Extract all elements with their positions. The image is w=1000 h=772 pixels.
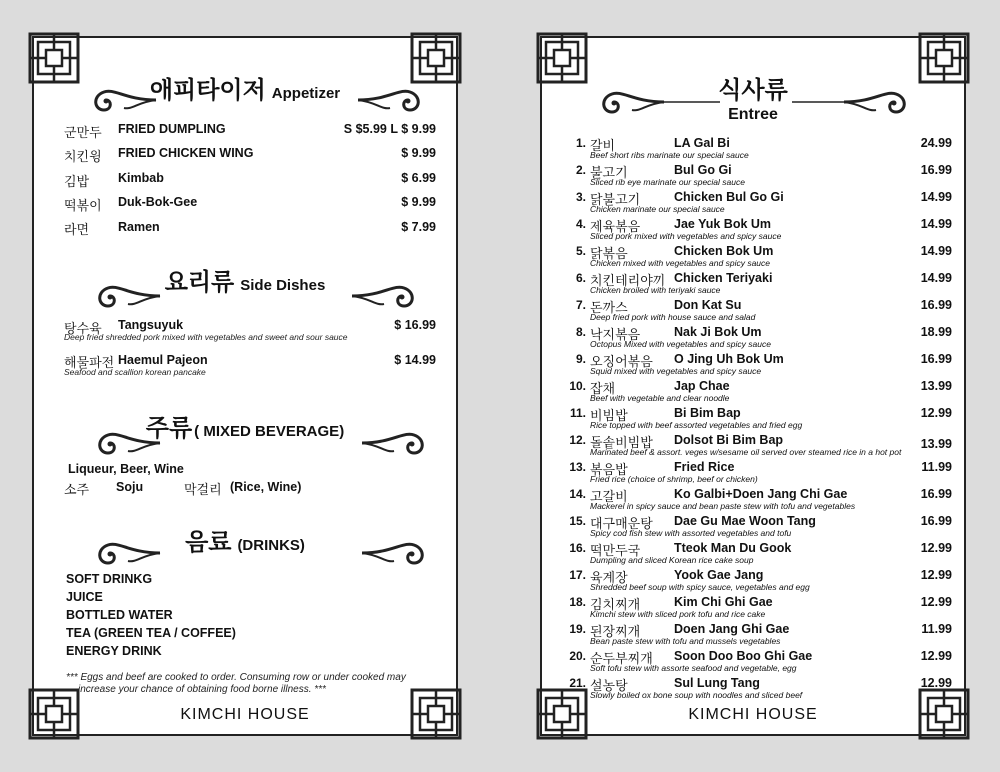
list-item xyxy=(542,460,968,487)
item-number: 9. xyxy=(575,352,586,366)
item-name: Ramen xyxy=(118,220,160,234)
section-title-entree-korean: 식사류 xyxy=(718,76,788,104)
item-name: Sul Lung Tang xyxy=(674,676,760,690)
item-description: Bean paste stew with tofu and mussels vegetables xyxy=(590,636,781,646)
restaurant-name: KIMCHI HOUSE xyxy=(688,706,818,723)
item-number: 6. xyxy=(575,271,586,285)
item-name: Soon Doo Boo Ghi Gae xyxy=(674,649,813,663)
item-number: 10. xyxy=(569,379,586,393)
item-korean-name: 치킨테리야끼 xyxy=(590,274,666,289)
item-description: Octopus Mixed with vegetables and spicy sauce xyxy=(590,339,771,349)
item-number: 13. xyxy=(569,460,586,474)
item-price: $ 7.99 xyxy=(401,220,436,234)
item-description: Shredded beef soup with spicy sauce, vegetables and egg xyxy=(590,582,810,592)
item-price: $ 6.99 xyxy=(401,171,436,185)
item-name: Kim Chi Ghi Gae xyxy=(674,595,773,609)
list-item xyxy=(542,433,968,460)
item-name: Chicken Bul Go Gi xyxy=(674,190,784,204)
item-korean-name: 불고기 xyxy=(590,166,628,181)
list-item xyxy=(542,676,968,703)
item-number: 8. xyxy=(575,325,586,339)
item-number: 19. xyxy=(569,622,586,636)
item-korean-name: 닭불고기 xyxy=(590,193,641,208)
item-number: 4. xyxy=(575,217,586,231)
item-description: Beef with vegetable and clear noodle xyxy=(590,393,730,403)
item-name: Chicken Bok Um xyxy=(674,244,774,258)
item-description: Squid mixed with vegetables and spicy sauce xyxy=(590,366,762,376)
food-safety-notice: increase your chance of obtaining food borne illness. *** xyxy=(78,684,326,695)
item-name: Tangsuyuk xyxy=(118,318,184,332)
item-name: Yook Gae Jang xyxy=(674,568,764,582)
list-item xyxy=(542,352,968,379)
item-description: Seafood and scallion korean pancake xyxy=(64,367,206,377)
section-title-beverage: 주류 ( MIXED BEVERAGE) xyxy=(145,414,345,442)
section-title-entree: Entree xyxy=(728,106,778,123)
item-korean-name: 떡볶이 xyxy=(64,198,102,213)
item-description: Dumpling and sliced Korean rice cake soup xyxy=(590,555,754,565)
item-name: (Rice, Wine) xyxy=(230,480,302,494)
item-price: 11.99 xyxy=(921,460,952,474)
item-korean-name: 김밥 xyxy=(64,174,90,189)
item-price: $ 9.99 xyxy=(401,195,436,209)
list-item xyxy=(542,217,968,244)
item-korean-name: 탕수육 xyxy=(64,321,102,336)
item-description: Sliced pork mixed with vegetables and spicy sauce xyxy=(590,231,782,241)
list-item xyxy=(542,649,968,676)
section-title-side-dishes: 요리류 Side Dishes xyxy=(164,268,326,296)
item-name: Kimbab xyxy=(118,171,164,185)
section-title-drinks: 음료 (DRINKS) xyxy=(185,528,305,556)
item-number: 20. xyxy=(569,649,586,663)
item-korean-name: 돌솥비빔밥 xyxy=(590,436,653,451)
item-price: 12.99 xyxy=(920,595,952,609)
item-number: 11. xyxy=(569,406,586,420)
item-description: Kimchi stew with sliced pork tofu and rice cake xyxy=(590,609,766,619)
item-price: 14.99 xyxy=(920,217,952,231)
item-name: FRIED CHICKEN WING xyxy=(118,146,254,160)
item-description: Slowly boiled ox bone soup with noodles and sliced beef xyxy=(590,690,803,700)
item-description: Fried rice (choice of shrimp, beef or chicken) xyxy=(590,474,758,484)
item-korean-name: 설농탕 xyxy=(590,679,628,694)
item-price: 14.99 xyxy=(920,190,952,204)
item-name: FRIED DUMPLING xyxy=(118,122,226,136)
item-korean-name: 라면 xyxy=(64,222,90,237)
item-price: 12.99 xyxy=(920,541,952,555)
item-korean-name: 육계장 xyxy=(590,571,628,586)
item-korean-name: 김치찌개 xyxy=(590,598,641,613)
item-price: 14.99 xyxy=(920,244,952,258)
item-korean-name: 잡채 xyxy=(590,382,616,397)
item-description: Soft tofu stew with assorte seafood and vegetable, egg xyxy=(590,663,797,673)
item-number: 12. xyxy=(569,433,586,447)
menu-page-right xyxy=(540,36,966,736)
item-korean-name: 고갈비 xyxy=(590,490,628,505)
item-description: Rice topped with beef assorted vegetables and fried egg xyxy=(590,420,803,430)
list-item xyxy=(542,379,968,406)
item-price: 12.99 xyxy=(920,568,952,582)
item-korean-name: 막걸리 xyxy=(184,482,222,497)
item-korean-name: 닭볶음 xyxy=(590,247,628,262)
item-number: 7. xyxy=(575,298,586,312)
item-name: Nak Ji Bok Um xyxy=(674,325,762,339)
item-korean-name: 갈비 xyxy=(590,139,616,154)
item-korean-name: 된장찌개 xyxy=(590,625,641,640)
list-item: ENERGY DRINK xyxy=(66,644,162,658)
item-name: Dae Gu Mae Woon Tang xyxy=(674,514,816,528)
item-number: 5. xyxy=(575,244,586,258)
item-number: 14. xyxy=(569,487,586,501)
item-korean-name: 치킨윙 xyxy=(64,149,102,164)
section-title-appetizer: 애피타이저 Appetizer xyxy=(149,76,341,104)
item-price: $ 9.99 xyxy=(401,146,436,160)
list-item: JUICE xyxy=(66,590,103,604)
item-name: Soju xyxy=(116,480,144,494)
item-price: 24.99 xyxy=(920,136,952,150)
item-description: Chicken marinate our special sauce xyxy=(590,204,725,214)
item-description: Beef short ribs marinate our special sauce xyxy=(590,150,749,160)
item-korean-name: 순두부찌개 xyxy=(590,652,653,667)
item-name: LA Gal Bi xyxy=(674,136,730,150)
item-price: 13.99 xyxy=(920,437,952,451)
drinks-list xyxy=(66,570,236,660)
item-korean-name: 돈까스 xyxy=(590,301,628,316)
item-price: 16.99 xyxy=(920,514,952,528)
item-description: Deep fried pork with house sauce and salad xyxy=(590,312,756,322)
item-price: 14.99 xyxy=(920,271,952,285)
item-description: Chicken broiled with teriyaki sauce xyxy=(590,285,721,295)
item-name: Bul Go Gi xyxy=(674,163,732,177)
item-korean-name: 떡만두국 xyxy=(590,544,641,559)
item-price: S $5.99 L $ 9.99 xyxy=(343,122,436,136)
food-safety-notice: *** Eggs and beef are cooked to order. Consuming row or under cooked may xyxy=(66,672,406,683)
item-description: Deep fried shredded pork mixed with vegetables and sweet and sour sauce xyxy=(64,332,348,342)
list-item xyxy=(542,406,968,433)
list-item xyxy=(542,487,968,514)
item-korean-name: 비빔밥 xyxy=(590,409,628,424)
list-item xyxy=(542,244,968,271)
item-number: 17. xyxy=(569,568,586,582)
item-korean-name: 해물파전 xyxy=(64,355,115,370)
list-item: BOTTLED WATER xyxy=(66,608,173,622)
item-description: Chicken mixed with vegetables and spicy sauce xyxy=(590,258,771,268)
item-korean-name: 군만두 xyxy=(64,125,102,140)
item-korean-name: 오징어볶음 xyxy=(590,355,653,370)
item-name: Ko Galbi+Doen Jang Chi Gae xyxy=(674,487,848,501)
item-korean-name: 제육볶음 xyxy=(590,220,641,235)
list-item xyxy=(542,325,968,352)
item-price: 18.99 xyxy=(920,325,952,339)
menu-page-left xyxy=(32,36,458,736)
item-price: $ 16.99 xyxy=(394,318,436,332)
list-item xyxy=(542,271,968,298)
list-item xyxy=(542,595,968,622)
item-korean-name: 소주 xyxy=(64,482,90,497)
item-price: 16.99 xyxy=(920,352,952,366)
list-item xyxy=(542,136,968,163)
item-name: Chicken Teriyaki xyxy=(674,271,773,285)
item-korean-name: 대구매운탕 xyxy=(590,517,653,532)
list-item xyxy=(542,622,968,649)
list-item xyxy=(542,541,968,568)
item-name: Bi Bim Bap xyxy=(674,406,741,420)
item-price: 16.99 xyxy=(920,487,952,501)
item-korean-name: 볶음밥 xyxy=(590,463,628,478)
item-number: 1. xyxy=(575,136,586,150)
item-number: 2. xyxy=(575,163,586,177)
item-price: 12.99 xyxy=(920,649,952,663)
item-price: $ 14.99 xyxy=(394,353,436,367)
item-korean-name: 낙지볶음 xyxy=(590,328,641,343)
list-item xyxy=(542,514,968,541)
item-number: 16. xyxy=(569,541,586,555)
item-name: Don Kat Su xyxy=(674,298,742,312)
list-item xyxy=(542,298,968,325)
item-price: 12.99 xyxy=(920,406,952,420)
list-item: SOFT DRINKG xyxy=(66,572,153,586)
item-name: Dolsot Bi Bim Bap xyxy=(674,433,784,447)
item-name: Tteok Man Du Gook xyxy=(674,541,792,555)
list-item xyxy=(542,190,968,217)
item-number: 18. xyxy=(569,595,586,609)
item-name: Doen Jang Ghi Gae xyxy=(674,622,790,636)
item-name: Jae Yuk Bok Um xyxy=(674,217,772,231)
item-number: 21. xyxy=(569,676,586,690)
item-price: 16.99 xyxy=(920,163,952,177)
list-item xyxy=(542,568,968,595)
item-name: Haemul Pajeon xyxy=(118,353,208,367)
item-number: 3. xyxy=(575,190,586,204)
item-price: 13.99 xyxy=(920,379,952,393)
restaurant-name: KIMCHI HOUSE xyxy=(180,706,310,723)
item-description: Mackerel in spicy sauce and bean paste stew with tofu and vegetables xyxy=(590,501,856,511)
item-name: O Jing Uh Bok Um xyxy=(674,352,784,366)
beverage-list: Liqueur, Beer, Wine xyxy=(68,462,184,476)
item-description: Sliced rib eye marinate our special sauce xyxy=(590,177,745,187)
item-number: 15. xyxy=(569,514,586,528)
item-description: Marinated beef & assort. veges w/sesame oil served over steamed rice in a hot pot xyxy=(590,447,902,457)
list-item xyxy=(542,163,968,190)
list-item: TEA (GREEN TEA / COFFEE) xyxy=(66,626,236,640)
item-price: 11.99 xyxy=(921,622,952,636)
item-price: 16.99 xyxy=(920,298,952,312)
item-name: Fried Rice xyxy=(674,460,735,474)
item-price: 12.99 xyxy=(920,676,952,690)
item-name: Jap Chae xyxy=(674,379,730,393)
item-description: Spicy cod fish stew with assorted vegetables and tofu xyxy=(590,528,792,538)
item-name: Duk-Bok-Gee xyxy=(118,195,198,209)
